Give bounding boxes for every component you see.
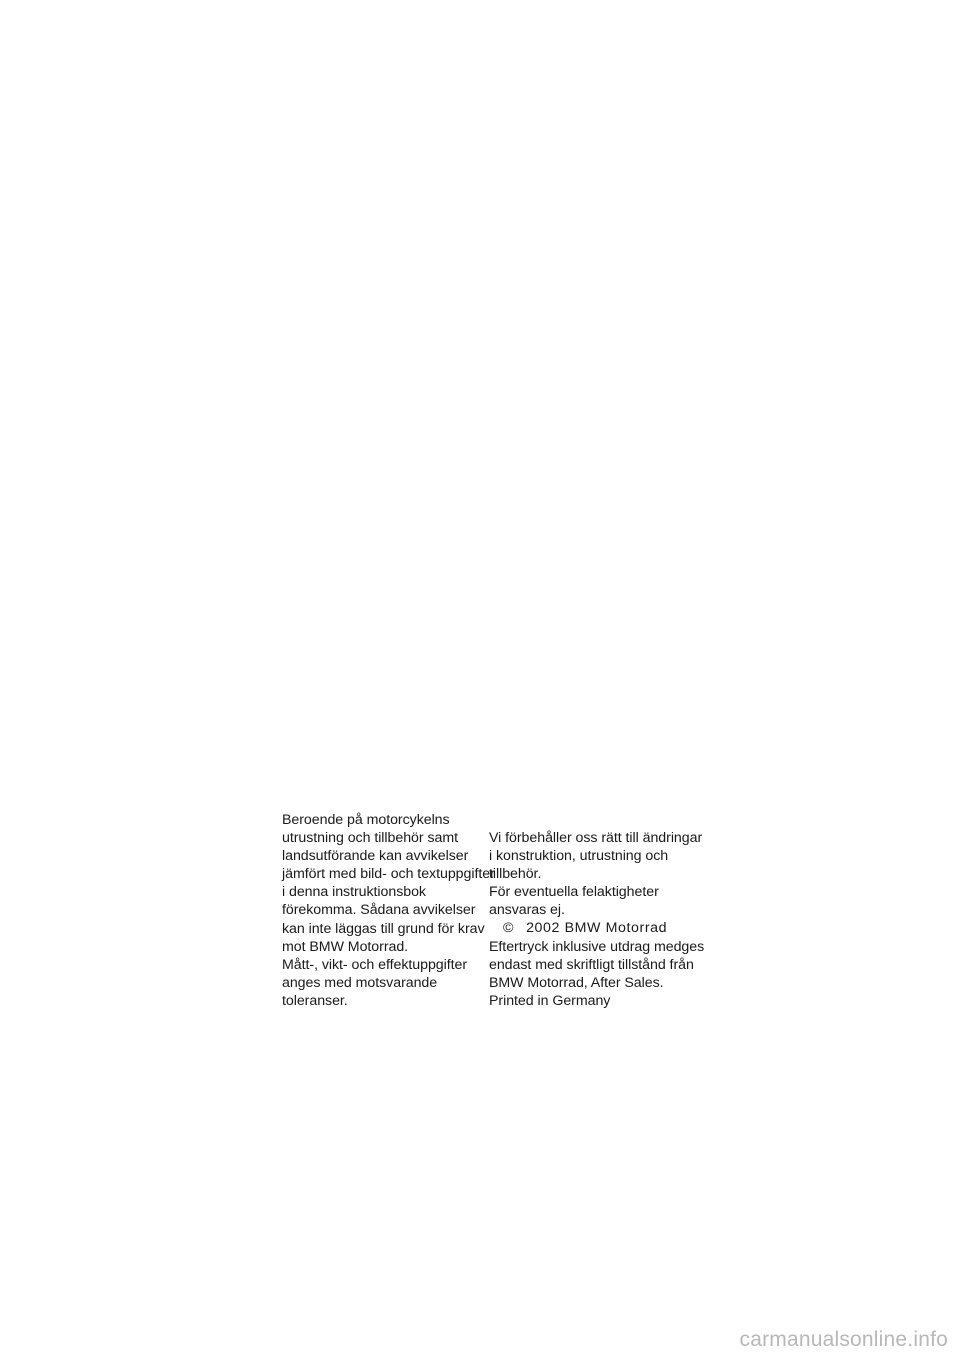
disclaimer-line: kan inte läggas till grund för krav bbox=[282, 920, 485, 937]
disclaimer-left-column bbox=[282, 811, 495, 1010]
legal-line: i konstruktion, utrustning och bbox=[489, 848, 669, 865]
printed-in-germany: Printed in Germany bbox=[489, 992, 611, 1009]
disclaimer-line: anges med motsvarande bbox=[282, 974, 438, 991]
disclaimer-line: förekomma. Sådana avvikelser bbox=[282, 902, 476, 919]
disclaimer-line: landsutförande kan avvikelser bbox=[282, 848, 469, 865]
disclaimer-line: toleranser. bbox=[282, 992, 348, 1009]
legal-line: tillbehör. bbox=[489, 866, 542, 883]
disclaimer-line: Beroende på motorcykelns bbox=[282, 812, 450, 828]
legal-right-column bbox=[489, 829, 705, 1010]
legal-line: endast med skriftligt tillstånd från bbox=[489, 956, 694, 973]
legal-line: Eftertryck inklusive utdrag medges bbox=[489, 938, 705, 955]
disclaimer-line: Mått-, vikt- och effektuppgifter bbox=[282, 956, 468, 973]
disclaimer-line: mot BMW Motorrad. bbox=[282, 938, 409, 955]
copyright-notice bbox=[489, 919, 694, 937]
legal-line: Vi förbehåller oss rätt till ändringar bbox=[489, 830, 703, 846]
copyright-symbol: © bbox=[503, 920, 515, 937]
disclaimer-line: i denna instruktionsbok bbox=[282, 884, 426, 901]
disclaimer-line: utrustning och tillbehör samt bbox=[282, 830, 458, 847]
copyright-text: 2002 BMW Motorrad bbox=[526, 920, 668, 937]
watermark: carmanualsonline.info bbox=[739, 1328, 948, 1351]
disclaimer-line: jämfört med bild- och textuppgifter bbox=[282, 866, 495, 883]
legal-line: BMW Motorrad, After Sales. bbox=[489, 974, 664, 991]
legal-line: ansvaras ej. bbox=[489, 902, 565, 919]
legal-line: För eventuella felaktigheter bbox=[489, 884, 659, 901]
